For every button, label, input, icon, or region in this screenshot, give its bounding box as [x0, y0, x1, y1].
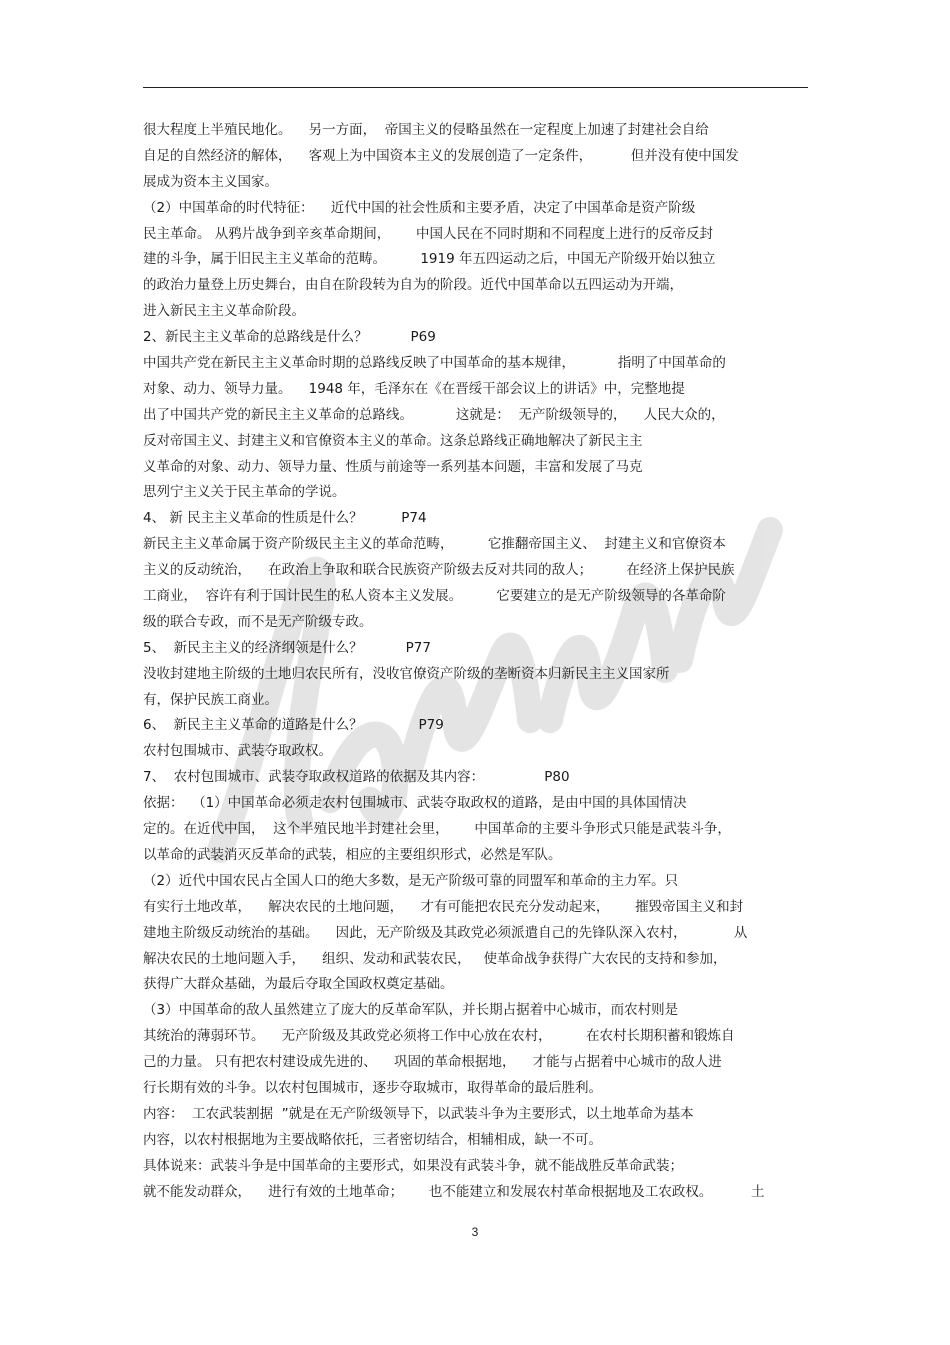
- text-line: 没收封建地主阶级的土地归农民所有，没收官僚资产阶级的垄断资本归新民主主义国家所: [143, 665, 670, 682]
- text-line: 反对帝国主义、封建主义和官僚资本主义的革命。这条总路线正确地解决了新民主主: [143, 432, 643, 449]
- text-line: 对象、动力、领导力量。 1948 年，毛泽东在《在晋绥干部会议上的讲话》中，完整地提: [143, 380, 685, 397]
- text-line: 工商业， 容许有利于国计民生的私人资本主义发展。 它要建立的是无产阶级领导的各革命阶: [143, 588, 726, 605]
- text-line: （3）中国革命的敌人虽然建立了庞大的反革命军队，并长期占据着中心城市，而农村则是: [143, 1002, 679, 1019]
- text-line: 进入新民主主义革命阶段。: [143, 303, 305, 320]
- text-line: 建的斗争，属于旧民主主义革命的范畴。 1919 年五四运动之后，中国无产阶级开始以独立: [143, 251, 716, 268]
- question-heading: 7、 农村包围城市、武装夺取政权道路的依据及其内容： P80: [143, 769, 570, 786]
- text-line: 有实行土地改革， 解决农民的土地问题， 才有可能把农民充分发动起来， 摧毁帝国主义和封: [143, 898, 744, 915]
- text-line: 级的联合专政，而不是无产阶级专政。: [143, 613, 373, 630]
- text-line: 民主革命。 从鸦片战争到辛亥革命期间， 中国人民在不同时期和不同程度上进行的反帝反封: [143, 225, 714, 242]
- document-body: [143, 118, 808, 1205]
- text-line: 自足的自然经济的解体， 客观上为中国资本主义的发展创造了一定条件， 但并没有使中国发: [143, 147, 739, 164]
- question-heading: 4、 新 民主主义革命的性质是什么？ P74: [143, 510, 427, 527]
- text-line: 农村包围城市、武装夺取政权。: [143, 743, 332, 760]
- question-heading: 5、 新民主主义的经济纲领是什么？ P77: [143, 639, 431, 656]
- text-line: 有，保护民族工商业。: [143, 691, 278, 708]
- text-line: 具体说来：武装斗争是中国革命的主要形式，如果没有武装斗争，就不能战胜反革命武装；: [143, 1157, 683, 1174]
- text-line: 行长期有效的斗争。以农村包围城市，逐步夺取城市，取得革命的最后胜利。: [143, 1079, 602, 1096]
- text-line: 依据： （1）中国革命必须走农村包围城市、武装夺取政权的道路，是由中国的具体国情决: [143, 795, 687, 812]
- text-line: 建地主阶级反动统治的基础。 因此，无产阶级及其政党必须派遣自己的先锋队深入农村， 从: [143, 924, 748, 941]
- text-line: 义革命的对象、动力、领导力量、性质与前途等一系列基本问题，丰富和发展了马克: [143, 458, 643, 475]
- text-line: 新民主主义革命属于资产阶级民主主义的革命范畴， 它推翻帝国主义、 封建主义和官僚资本: [143, 536, 726, 553]
- text-line: 中国共产党在新民主主义革命时期的总路线反映了中国革命的基本规律， 指明了中国革命的: [143, 355, 726, 372]
- text-line: 主义的反动统治， 在政治上争取和联合民族资产阶级去反对共同的敌人； 在经济上保护民族: [143, 562, 735, 579]
- text-line: 其统治的薄弱环节。 无产阶级及其政党必须将工作中心放在农村， 在农村长期积蓄和锻炼自: [143, 1028, 735, 1045]
- header-rule: [143, 87, 808, 88]
- text-line: 出了中国共产党的新民主主义革命的总路线。 这就是： 无产阶级领导的， 人民大众的，: [143, 406, 725, 423]
- text-line: 定的。在近代中国， 这个半殖民地半封建社会里， 中国革命的主要斗争形式只能是武装斗争，: [143, 821, 731, 838]
- text-line: 以革命的武装消灭反革命的武装，相应的主要组织形式，必然是军队。: [143, 846, 562, 863]
- text-line: 的政治力量登上历史舞台，由自在阶段转为自为的阶段。近代中国革命以五四运动为开端，: [143, 277, 683, 294]
- text-line: 内容，以农村根据地为主要战略依托，三者密切结合，相辅相成，缺一不可。: [143, 1131, 602, 1148]
- text-line: 获得广大群众基础，为最后夺取全国政权奠定基础。: [143, 976, 454, 993]
- text-line: 己的力量。 只有把农村建设成先进的、 巩固的革命根据地， 才能与占据着中心城市的敌人进: [143, 1054, 722, 1071]
- question-heading: 6、 新民主主义革命的道路是什么？ P79: [143, 717, 444, 734]
- text-line: 内容： 工农武装割据 ”就是在无产阶级领导下，以武装斗争为主要形式，以土地革命为基本: [143, 1105, 694, 1122]
- text-line: 展成为资本主义国家。: [143, 173, 278, 190]
- text-line: 解决农民的土地问题入手， 组织、发动和武装农民， 使革命战争获得广大农民的支持和参加，: [143, 950, 727, 967]
- text-line: 思列宁主义关于民主革命的学说。: [143, 484, 346, 501]
- page-number: 3: [471, 1225, 479, 1239]
- text-line: （2）中国革命的时代特征： 近代中国的社会性质和主要矛盾，决定了中国革命是资产阶级: [143, 199, 696, 216]
- text-line: 就不能发动群众， 进行有效的土地革命； 也不能建立和发展农村革命根据地及工农政权。 土: [143, 1183, 765, 1200]
- text-line: 很大程度上半殖民地化。 另一方面， 帝国主义的侵略虽然在一定程度上加速了封建社会自给: [143, 122, 709, 138]
- question-heading: 2、新民主主义革命的总路线是什么？ P69: [143, 329, 436, 346]
- text-line: （2）近代中国农民占全国人口的绝大多数，是无产阶级可靠的同盟军和革命的主力军。只: [143, 872, 679, 889]
